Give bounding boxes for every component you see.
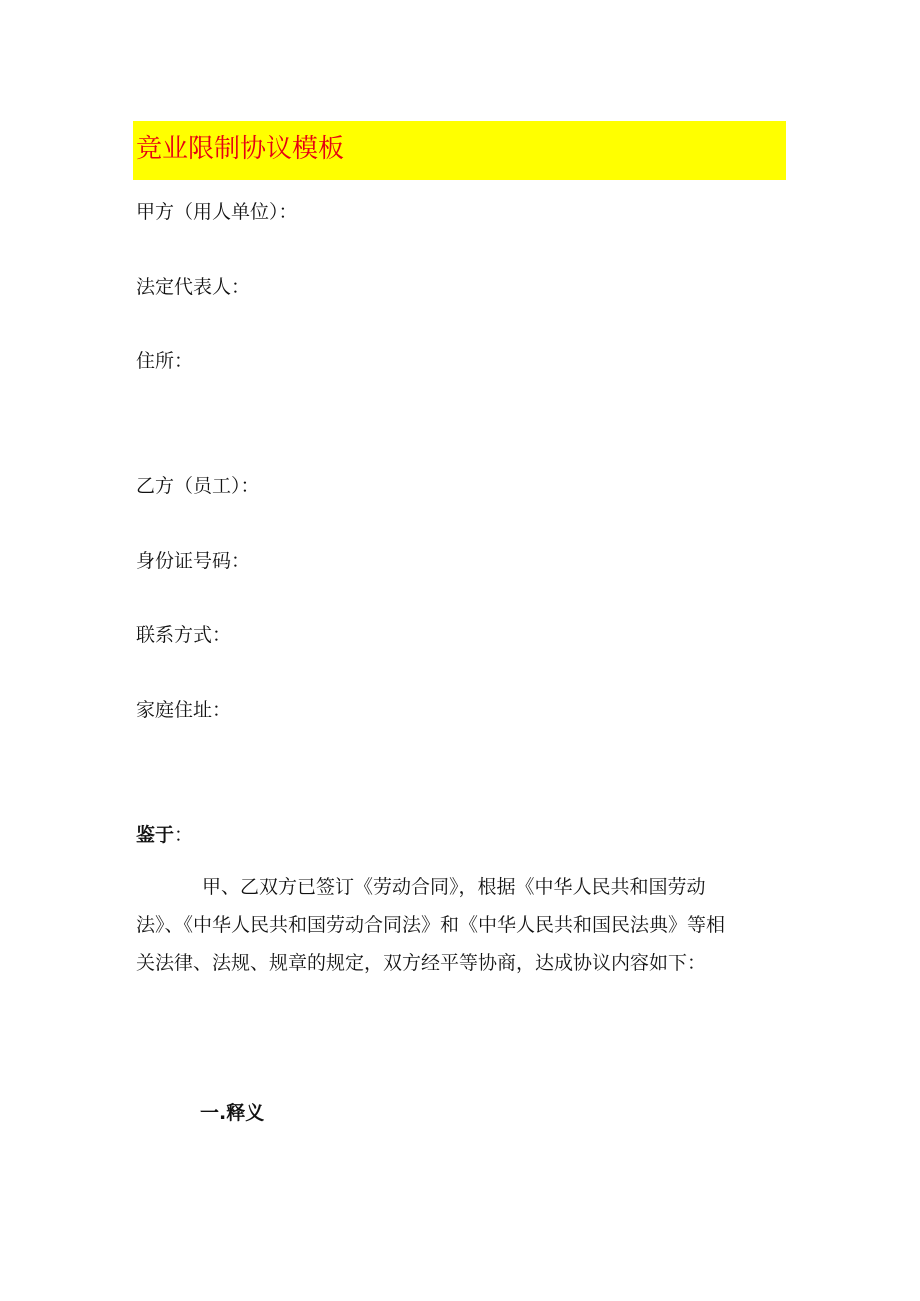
party-a-address-label: 住所： [136,350,194,372]
paragraph-line: 法》、《中华人民共和国劳动合同法》和《中华人民共和国民法典》等相 [136,914,726,936]
paragraph-line: 关法律、法规、规章的规定，双方经平等协商，达成协议内容如下： [136,952,707,974]
party-a-label: 甲方（用人单位）： [136,201,298,223]
whereas-paragraph [136,868,786,982]
contact-label: 联系方式： [136,624,232,646]
id-number-label: 身份证号码： [136,550,251,572]
section-heading: 一.释义 [200,1102,265,1124]
home-address-label: 家庭住址： [136,699,232,721]
whereas-heading-colon: ： [174,824,194,846]
party-b-label: 乙方（员工）： [136,475,260,497]
paragraph-line: 甲、乙双方已签订《劳动合同》，根据《中华人民共和国劳动 [202,876,706,898]
legal-representative-label: 法定代表人： [136,276,251,298]
whereas-heading-text: 鉴于 [136,824,175,846]
document-title: 竞业限制协议模板 [136,134,345,164]
whereas-heading [136,822,193,848]
